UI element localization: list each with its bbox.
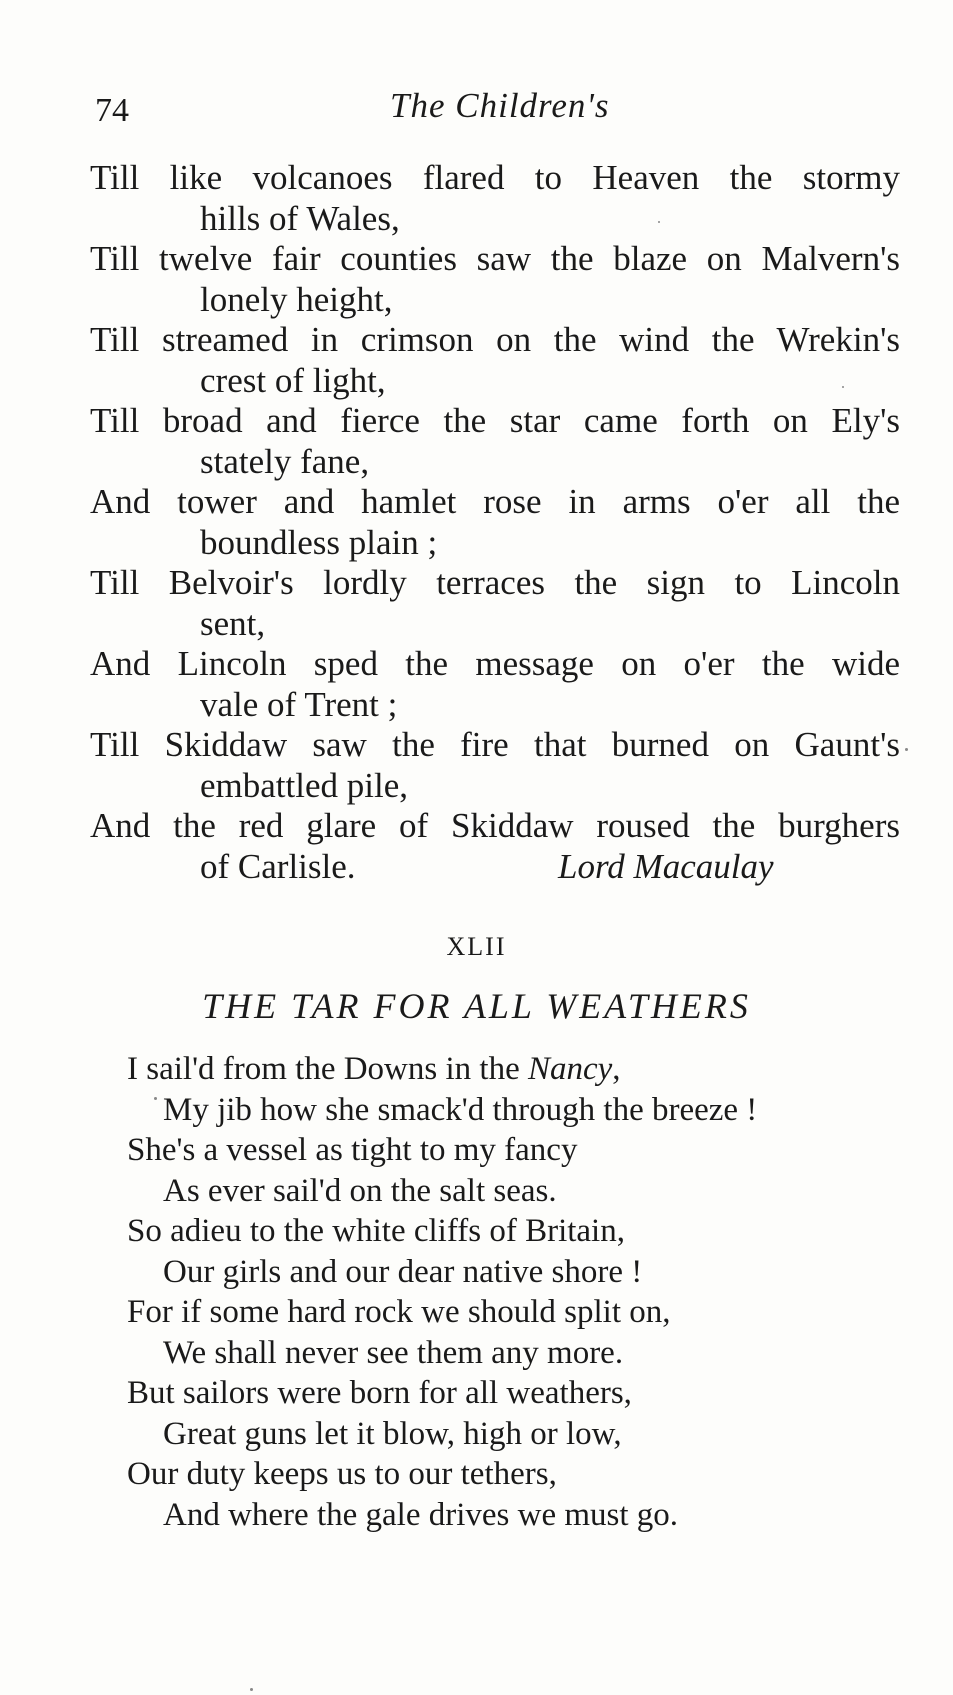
verse-line [90,563,900,644]
poem-line-text: I sail'd from the Downs in the [127,1051,528,1087]
verse-line-continuation [90,847,900,888]
ship-name: Nancy [527,1051,613,1087]
verse-line-continuation: lonely height, [200,279,393,319]
verse-line-text: Till broad and fierce the star came forth on Ely's [90,401,900,440]
verse-line-continuation: crest of light, [200,360,386,400]
verse-line-text: Till twelve fair counties saw the blaze on Malvern's [90,239,900,278]
verse-line [90,158,900,239]
verse-line [90,320,900,401]
verse-line-continuation: vale of Trent ; [200,684,398,724]
poem-line: She's a vessel as tight to my fancy [127,1132,578,1168]
poem-line [127,1049,907,1090]
verse-line-continuation: embattled pile, [200,765,408,805]
poem-line: So adieu to the white cliffs of Britain, [127,1213,625,1249]
poem-line: For if some hard rock we should split on, [127,1294,671,1330]
page-number: 74 [95,92,129,129]
verse-line-continuation: sent, [200,603,266,643]
poem-line: And where the gale drives we must go. [163,1496,679,1533]
poem-line: Great guns let it blow, high or low, [163,1415,622,1452]
verse-line-text: And the red glare of Skiddaw roused the burghers [90,806,900,845]
poem-line: My jib how she smack'd through the breeze ! [163,1091,758,1128]
verse-line-text: Till streamed in crimson on the wind the Wrekin's [90,320,900,359]
running-head: The Children's [390,86,610,125]
verse-line-continuation-text: of Carlisle. [200,846,356,886]
paper-speck [250,1688,253,1691]
paper-speck [154,1097,157,1100]
paper-speck [905,748,908,751]
paper-speck [842,386,844,388]
verse-line-continuation: stately fane, [200,441,370,481]
poem-line: Our duty keeps us to our tethers, [127,1456,557,1492]
attribution: Lord Macaulay [558,846,774,886]
verse-line-continuation: boundless plain ; [200,522,438,562]
verse-line-text: Till Belvoir's lordly terraces the sign to Lincoln [90,563,900,602]
verse-line [90,644,900,725]
tar-poem-stanza [127,1049,907,1535]
verse-line-text: And Lincoln sped the message on o'er the wide [90,644,900,683]
verse-line-continuation: hills of Wales, [200,198,400,238]
poem-line: We shall never see them any more. [163,1334,624,1371]
verse-line-text: Till like volcanoes flared to Heaven the stormy [90,158,900,197]
poem-line: But sailors were born for all weathers, [127,1375,632,1411]
poem-line-punctuation: , [612,1051,621,1087]
poem-line: As ever sail'd on the salt seas. [163,1172,557,1209]
verse-line-text: And tower and hamlet rose in arms o'er all the [90,482,900,521]
macaulay-stanza [90,158,900,887]
verse-line [90,806,900,887]
verse-line-text: Till Skiddaw saw the fire that burned on Gaunt's [90,725,900,764]
verse-line [90,239,900,320]
verse-line [90,482,900,563]
poem-title: THE TAR FOR ALL WEATHERS [202,986,751,1026]
paper-speck [658,221,660,223]
section-number: XLII [446,932,507,961]
poem-line: Our girls and our dear native shore ! [163,1253,643,1290]
verse-line [90,401,900,482]
verse-line [90,725,900,806]
